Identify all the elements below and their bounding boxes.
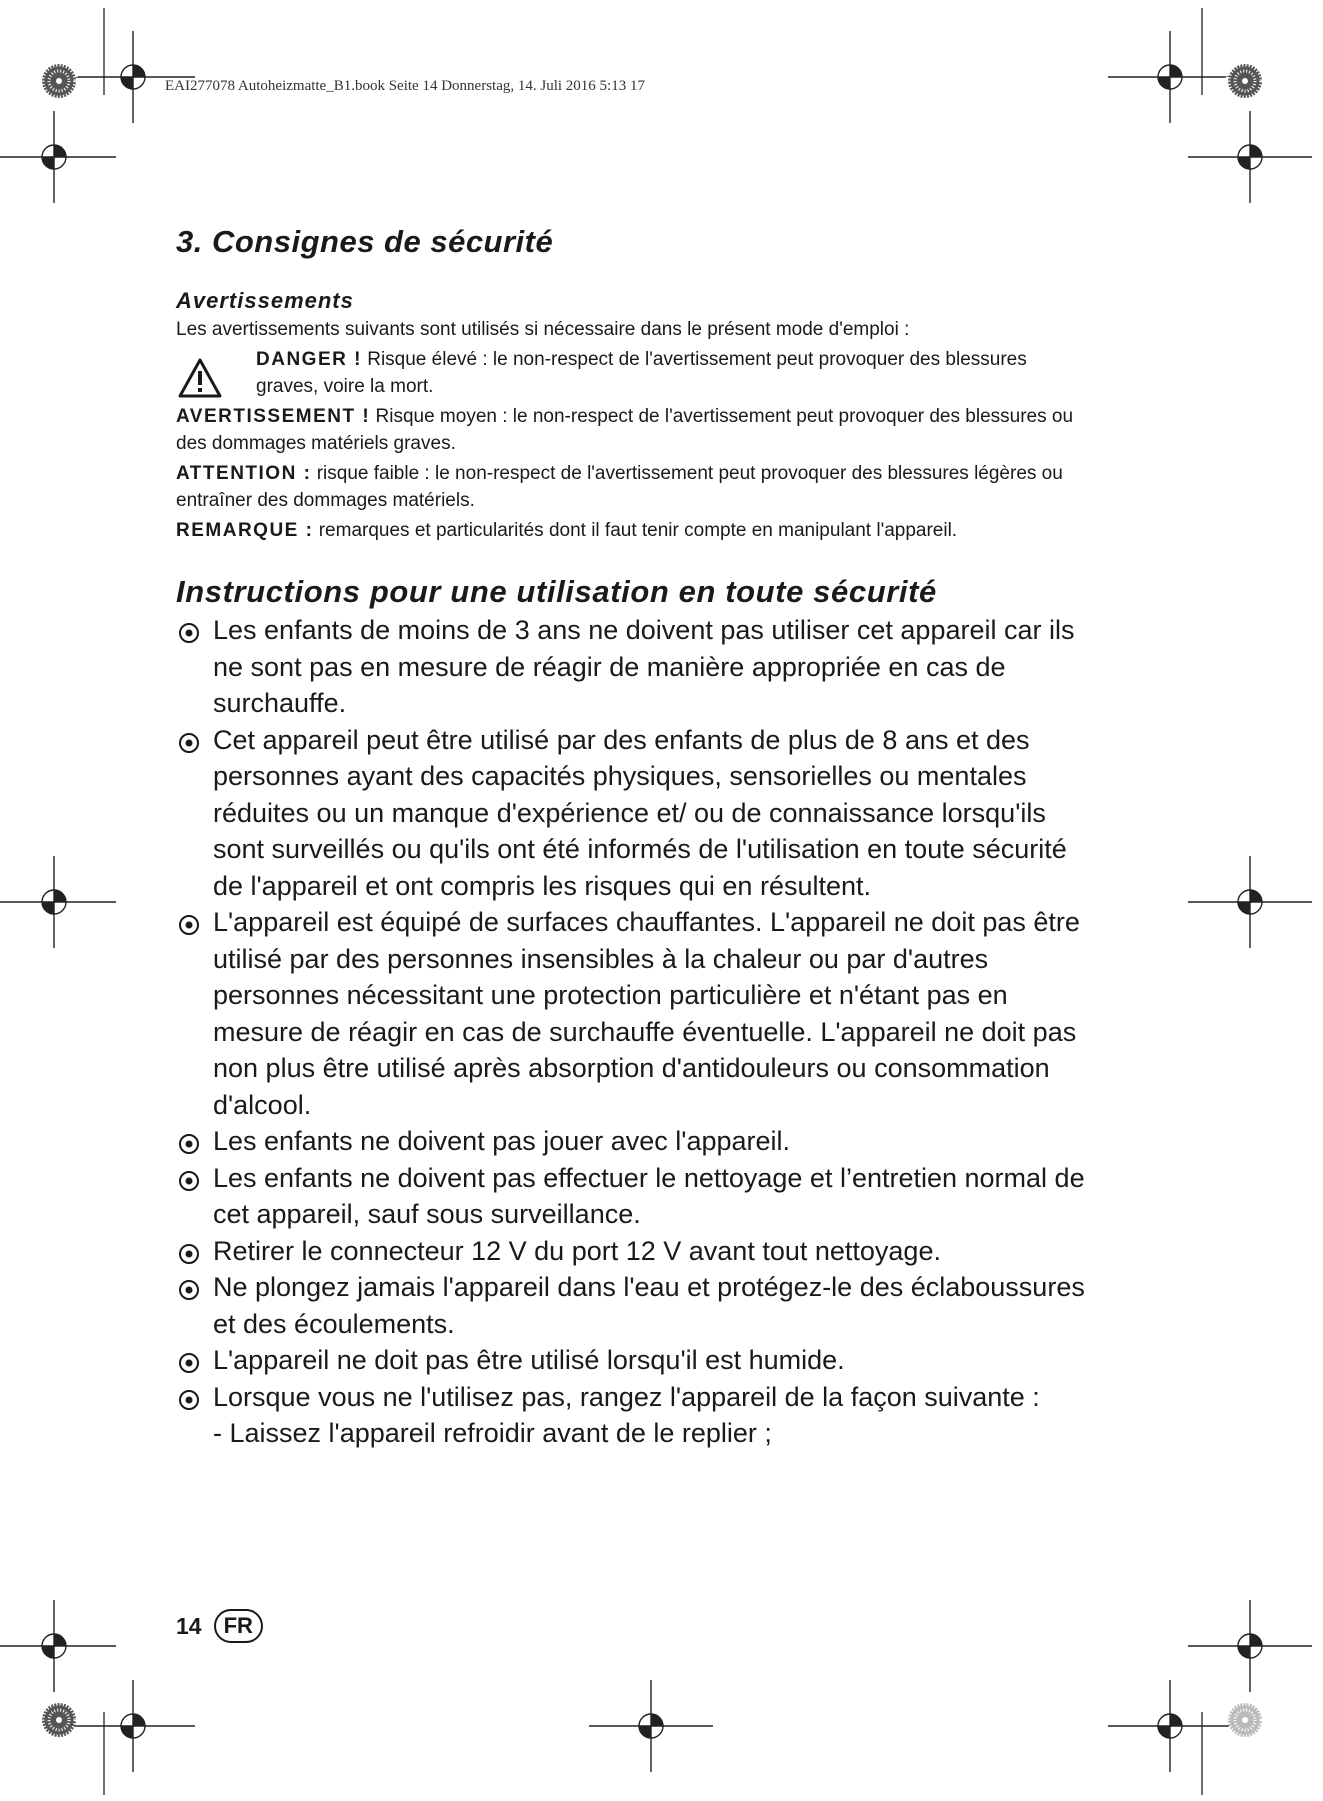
list-item-text: L'appareil est équipé de surfaces chauffantes. L'appareil ne doit pas être utilisé par des personnes insensibles à la chaleur ou par d'autres personnes nécessitant une protection particulière et n'étant pas en mesure de réagir en cas de surchauffe éventuelle. L'appareil ne doit pas non plus être utilisé après absorption d'antidouleurs ou consommation d'alcool. bbox=[213, 907, 1080, 1120]
danger-notice bbox=[176, 346, 1086, 400]
warning-notice bbox=[176, 403, 1086, 457]
page-number: 14 bbox=[176, 1612, 202, 1639]
book-slug-header: EAI277078 Autoheizmatte_B1.book Seite 14 Donnerstag, 14. Juli 2016 5:13 17 bbox=[165, 78, 645, 94]
caution-keyword: ATTENTION : bbox=[176, 463, 312, 484]
list-item bbox=[176, 1160, 1086, 1233]
warning-text: Risque moyen : le non-respect de l'avertissement peut provoquer des blessures ou des dommages matériels graves. bbox=[176, 406, 1074, 454]
warning-keyword: AVERTISSEMENT ! bbox=[176, 406, 371, 427]
list-item bbox=[176, 722, 1086, 905]
list-item-text: Retirer le connecteur 12 V du port 12 V avant tout nettoyage. bbox=[213, 1235, 941, 1266]
danger-text: Risque élevé : le non-respect de l'avertissement peut provoquer des blessures graves, voire la mort. bbox=[256, 349, 1027, 397]
list-item bbox=[176, 612, 1086, 722]
instructions-list bbox=[176, 612, 1086, 1452]
list-item bbox=[176, 904, 1086, 1123]
warnings-intro: Les avertissements suivants sont utilisés si nécessaire dans le présent mode d'emploi : bbox=[176, 319, 910, 340]
list-item bbox=[176, 1379, 1086, 1452]
circle-bullet-icon bbox=[178, 1352, 200, 1374]
caution-notice bbox=[176, 460, 1086, 514]
list-item bbox=[176, 1269, 1086, 1342]
list-item-text: Les enfants ne doivent pas effectuer le nettoyage et l’entretien normal de cet appareil, sauf sous surveillance. bbox=[213, 1162, 1085, 1229]
list-item bbox=[176, 1342, 1086, 1379]
note-keyword: REMARQUE : bbox=[176, 520, 314, 541]
page-content bbox=[176, 224, 1086, 1452]
list-item-text: Ne plongez jamais l'appareil dans l'eau et protégez-le des éclaboussures et des écoulements. bbox=[213, 1272, 1085, 1339]
list-item bbox=[176, 1233, 1086, 1270]
danger-keyword: DANGER ! bbox=[256, 349, 362, 370]
warning-triangle-icon bbox=[178, 358, 222, 398]
circle-bullet-icon bbox=[178, 622, 200, 644]
list-item-text: Cet appareil peut être utilisé par des enfants de plus de 8 ans et des personnes ayant des capacités physiques, sensorielles ou mentales réduites ou un manque d'expérience et/ ou de connaissance lorsqu'ils sont surveillés ou qu'ils ont été informés de l'utilisation en toute sécurité de l'appareil et ont compris les risques qui en résultent. bbox=[213, 724, 1067, 901]
list-item-text: L'appareil ne doit pas être utilisé lorsqu'il est humide. bbox=[213, 1345, 845, 1375]
circle-bullet-icon bbox=[178, 1170, 200, 1192]
list-item bbox=[176, 1123, 1086, 1160]
caution-text: risque faible : le non-respect de l'avertissement peut provoquer des blessures légères ou entraîner des dommages matériels. bbox=[176, 463, 1063, 511]
language-badge: FR bbox=[214, 1609, 263, 1643]
note-text: remarques et particularités dont il faut tenir compte en manipulant l'appareil. bbox=[313, 520, 958, 541]
circle-bullet-icon bbox=[178, 914, 200, 936]
circle-bullet-icon bbox=[178, 732, 200, 754]
list-item-subline: - Laissez l'appareil refroidir avant de le replier ; bbox=[213, 1418, 772, 1448]
warnings-heading: Avertissements bbox=[176, 288, 354, 313]
circle-bullet-icon bbox=[178, 1279, 200, 1301]
circle-bullet-icon bbox=[178, 1243, 200, 1265]
circle-bullet-icon bbox=[178, 1389, 200, 1411]
instructions-heading: Instructions pour une utilisation en toute sécurité bbox=[176, 574, 937, 609]
section-title: 3. Consignes de sécurité bbox=[176, 224, 554, 259]
list-item-text: Les enfants ne doivent pas jouer avec l'appareil. bbox=[213, 1126, 791, 1156]
note-notice bbox=[176, 517, 1086, 544]
list-item-text: Les enfants de moins de 3 ans ne doivent pas utiliser cet appareil car ils ne sont pas en mesure de réagir de manière appropriée en cas de surchauffe. bbox=[213, 615, 1075, 718]
list-item-text: Lorsque vous ne l'utilisez pas, rangez l'appareil de la façon suivante : bbox=[213, 1381, 1040, 1412]
page-footer bbox=[176, 1609, 263, 1643]
circle-bullet-icon bbox=[178, 1133, 200, 1155]
